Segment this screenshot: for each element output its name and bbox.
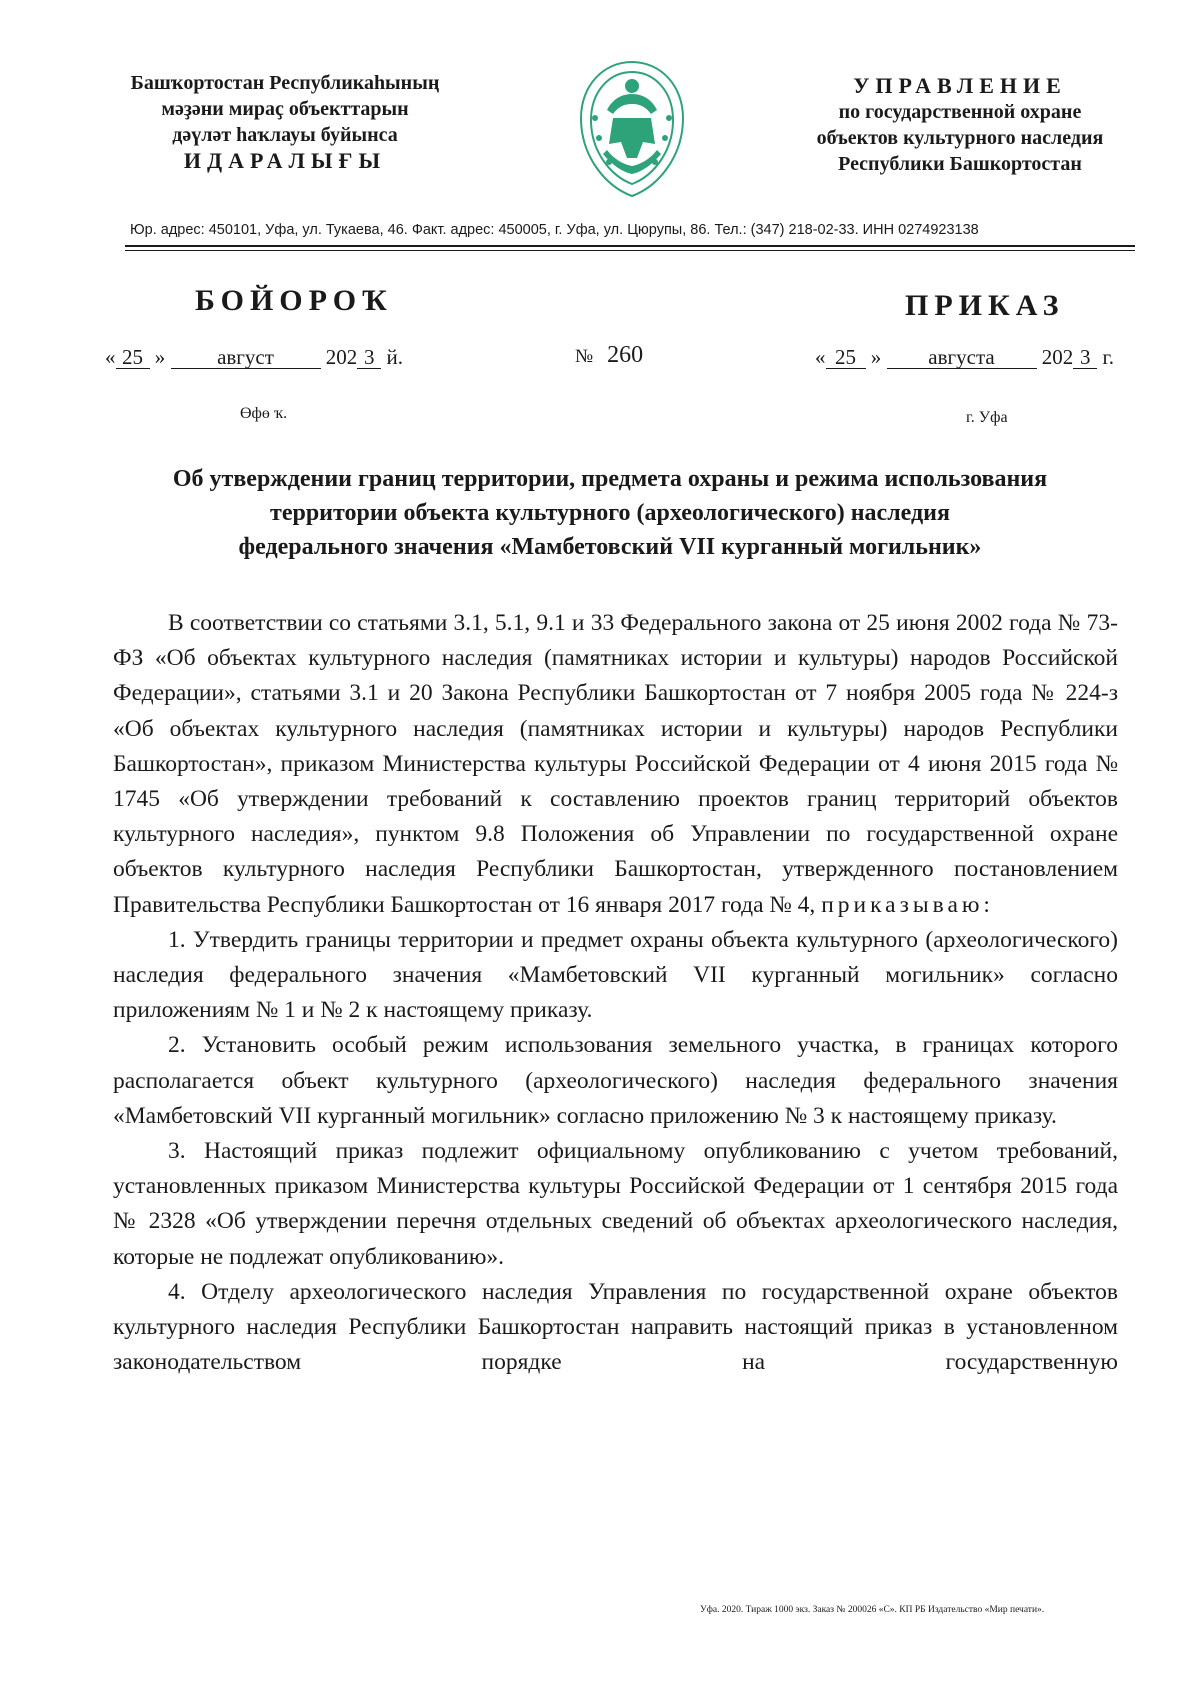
print-footer: Уфа. 2020. Тираж 1000 экз. Заказ № 200026 «С». КП РБ Издательство «Мир печати». bbox=[700, 1605, 1045, 1615]
letterhead-address: Юр. адрес: 450101, Уфа, ул. Тукаева, 46. Факт. адрес: 450005, г. Уфа, ул. Цюрупы, 86. Тел.: (347) 218-02-33. ИНН 0274923138 bbox=[130, 222, 979, 238]
date-bashkir-month: август bbox=[171, 346, 321, 369]
date-russian-year-prefix: 202 bbox=[1041, 345, 1074, 369]
order-title-russian: ПРИКАЗ bbox=[905, 289, 1065, 322]
clause-2: 2. Установить особый режим использования земельного участка, в границах которого располагается объект культурного (археологического) наследия федерального значения «Мамбетовский VII курганный могильник» согласно приложению № 3 к настоящему приказу. bbox=[113, 1032, 1118, 1129]
order-title-bashkir: БОЙОРОҠ bbox=[195, 284, 393, 317]
letterhead-bashkir-agency: ИДАРАЛЫҒЫ bbox=[183, 148, 387, 173]
order-body bbox=[113, 606, 1118, 1380]
number-value: 260 bbox=[607, 342, 644, 368]
letterhead-divider bbox=[125, 245, 1135, 247]
letterhead-russian bbox=[770, 73, 1150, 177]
order-word: приказываю: bbox=[821, 891, 994, 918]
date-bashkir-suffix: й. bbox=[386, 345, 403, 369]
letterhead-bashkir-line: Башҡортостан Республикаһының bbox=[130, 72, 440, 94]
letterhead-russian-line: объектов культурного наследия bbox=[816, 127, 1104, 149]
letterhead-russian-line: по государственной охране bbox=[838, 101, 1082, 123]
heading-line: Об утверждении границ территории, предмета охраны и режима использования bbox=[172, 466, 1048, 492]
heading-line: территории объекта культурного (археологического) наследия bbox=[270, 500, 950, 526]
date-russian-year-digit: 3 bbox=[1073, 346, 1097, 369]
letterhead-bashkir-line: мәҙәни мираҫ объекттарын bbox=[161, 98, 409, 120]
order-heading bbox=[110, 462, 1110, 564]
preamble-paragraph bbox=[113, 606, 1118, 923]
date-bashkir: « 25 » август 202 3 й. bbox=[105, 345, 403, 369]
preamble-text: В соответствии со статьями 3.1, 5.1, 9.1 и 33 Федерального закона от 25 июня 2002 года № 73-ФЗ «Об объектах культурного наследия (памятниках истории и культуры) народов Российской Федерации», статьями 3.1 и 20 Закона Республики Башкортостан от 7 ноября 2005 года № 224-з «Об объектах культурного наследия (памятниках истории и культуры) народов Республики Башкортостан», приказом Министерства культуры Российской Федерации от 4 июня 2015 года № 1745 «Об утверждении требований к составлению проектов границ территорий объектов культурного наследия», пунктом 9.8 Положения об Управлении по государственной охране объектов культурного наследия Республики Башкортостан, утвержденного постановлением Правительства Республики Башкортостан от 16 января 2017 года № 4, bbox=[113, 610, 1118, 918]
date-russian-suffix: г. bbox=[1102, 345, 1114, 369]
letterhead-divider-thin bbox=[125, 250, 1135, 251]
date-russian-month: августа bbox=[887, 346, 1037, 369]
letterhead-russian-line: Республики Башкортостан bbox=[838, 153, 1082, 175]
order-number bbox=[575, 342, 643, 369]
letterhead-russian-agency: УПРАВЛЕНИЕ bbox=[853, 73, 1067, 98]
date-bashkir-year-prefix: 202 bbox=[325, 345, 358, 369]
clause-4: 4. Отделу археологического наследия Управления по государственной охране объектов культурного наследия Республики Башкортостан направить настоящий приказ в установленном законодательством порядке на государственную bbox=[113, 1278, 1118, 1376]
date-russian: « 25 » августа 202 3 г. bbox=[815, 345, 1114, 369]
bashkortostan-coat-of-arms-icon bbox=[573, 58, 691, 200]
heading-line: федерального значения «Мамбетовский VII курганный могильник» bbox=[238, 534, 982, 560]
date-bashkir-day: 25 bbox=[116, 346, 150, 369]
clause-1: 1. Утвердить границы территории и предмет охраны объекта культурного (археологического) наследия федерального значения «Мамбетовский VII курганный могильник» согласно приложениям № 1 и № 2 к настоящему приказу. bbox=[113, 926, 1118, 1024]
date-russian-day: 25 bbox=[826, 346, 866, 369]
city-bashkir: Өфө ҡ. bbox=[240, 405, 288, 422]
number-sign: № bbox=[575, 346, 594, 367]
letterhead-bashkir-line: дәүләт һаҡлауы буйынса bbox=[172, 124, 398, 146]
clause-3: 3. Настоящий приказ подлежит официальному опубликованию с учетом требований, установленных приказом Министерства культуры Российской Федерации от 1 сентября 2015 года № 2328 «Об утверждении перечня отдельных сведений об объектах археологического наследия, которые не подлежат опубликованию». bbox=[113, 1138, 1118, 1270]
letterhead-bashkir bbox=[95, 70, 475, 174]
date-bashkir-year-digit: 3 bbox=[357, 346, 381, 369]
city-russian: г. Уфа bbox=[966, 409, 1008, 426]
